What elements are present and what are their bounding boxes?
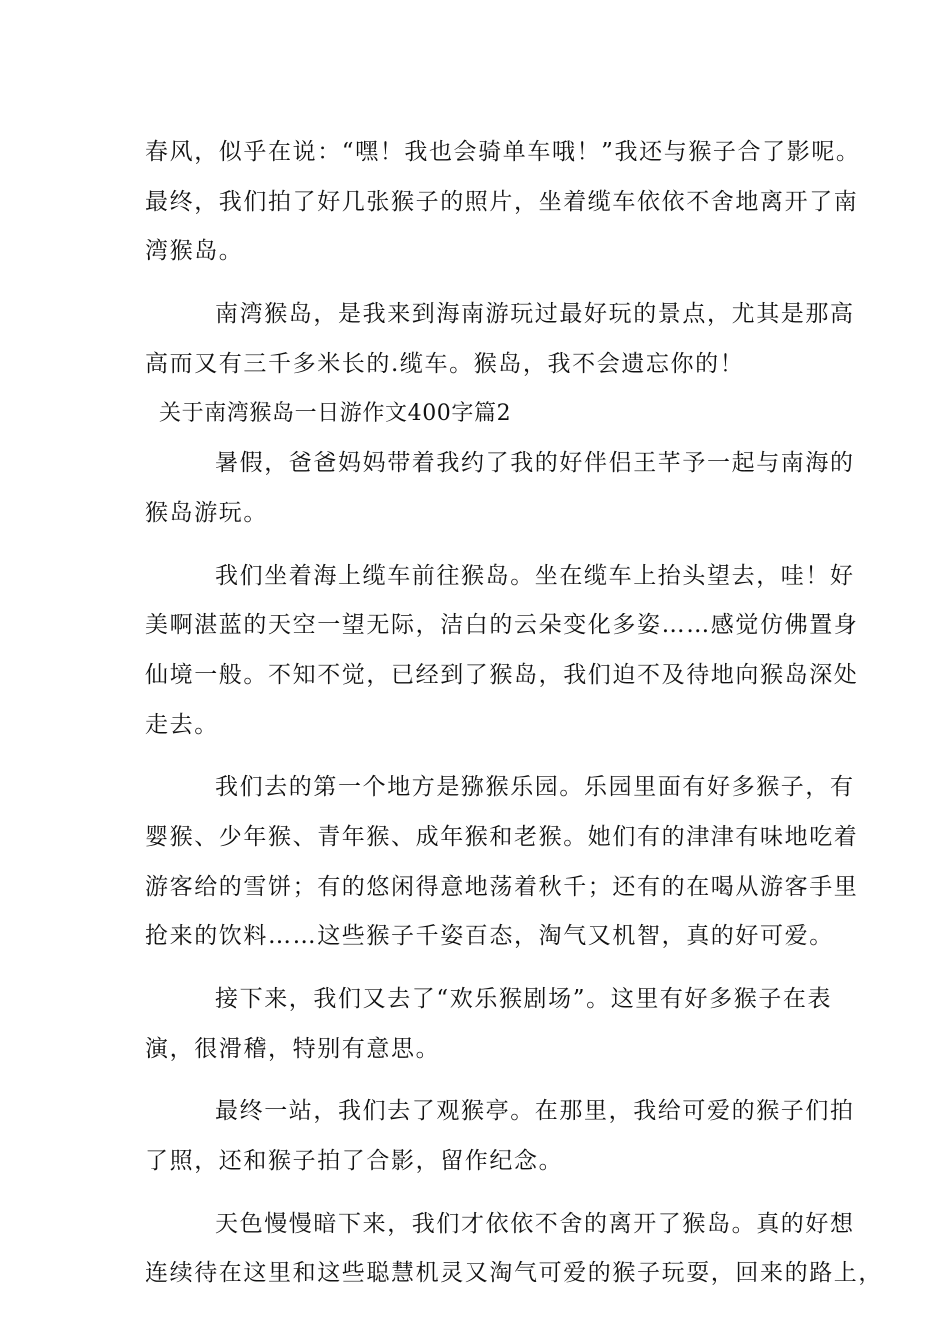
text-line: 了照，还和猴子拍了合影，留作纪念。 xyxy=(145,1148,564,1175)
text-line: 猴岛游玩。 xyxy=(145,499,268,526)
text-line: 美啊湛蓝的天空一望无际，洁白的云朵变化多姿……感觉仿佛置身 xyxy=(145,612,859,639)
text-line: 演，很滑稽，特别有意思。 xyxy=(145,1035,441,1062)
section-heading xyxy=(145,389,810,439)
text-line: 高而又有三千多米长的.缆车。猴岛，我不会遗忘你的！ xyxy=(145,350,745,377)
paragraph xyxy=(145,1200,883,1299)
section-heading-text: 关于南湾猴岛一日游作文400字篇2 xyxy=(159,401,512,427)
text-line: 仙境一般。不知不觉，已经到了猴岛，我们迫不及待地向猴岛深处 xyxy=(145,661,859,688)
text-line: 我们去的第一个地方是猕猴乐园。乐园里面有好多猴子，有 xyxy=(215,774,855,801)
document-text xyxy=(145,128,883,1299)
text-line: 最终一站，我们去了观猴亭。在那里，我给可爱的猴子们拍 xyxy=(215,1098,855,1125)
paragraph xyxy=(145,552,859,751)
text-line: 游客给的雪饼；有的悠闲得意地荡着秋千；还有的在喝从游客手里 xyxy=(145,873,859,900)
text-line: 天色慢慢暗下来，我们才依依不舍的离开了猴岛。真的好想 xyxy=(215,1210,855,1237)
text-line: 南湾猴岛，是我来到海南游玩过最好玩的景点，尤其是那高 xyxy=(215,301,855,328)
paragraph xyxy=(145,763,859,962)
text-line: 接下来，我们又去了“欢乐猴剧场”。这里有好多猴子在表 xyxy=(215,986,833,1012)
text-line: 暑假，爸爸妈妈带着我约了我的好伴侣王芊予一起与南海的 xyxy=(215,450,855,477)
paragraph xyxy=(145,1087,855,1186)
paragraph xyxy=(145,290,855,389)
text-line: 最终，我们拍了好几张猴子的照片，坐着缆车依依不舍地离开了南 xyxy=(145,188,859,215)
text-line: 我们坐着海上缆车前往猴岛。坐在缆车上抬头望去，哇！好 xyxy=(215,562,855,589)
text-line: 婴猴、少年猴、青年猴、成年猴和老猴。她们有的津津有味地吃着 xyxy=(145,823,859,850)
paragraph xyxy=(145,439,855,538)
text-line: 走去。 xyxy=(145,711,219,738)
text-line: 抢来的饮料……这些猴子千姿百态，淘气又机智，真的好可爱。 xyxy=(145,923,834,950)
text-line: 春风，似乎在说：“嘿！我也会骑单车哦！”我还与猴子合了影呢。 xyxy=(145,139,861,165)
text-line: 连续待在这里和这些聪慧机灵又淘气可爱的猴子玩耍，回来的路上， xyxy=(145,1260,883,1287)
paragraph xyxy=(145,128,861,277)
text-line: 湾猴岛。 xyxy=(145,238,244,265)
paragraph xyxy=(145,975,833,1074)
